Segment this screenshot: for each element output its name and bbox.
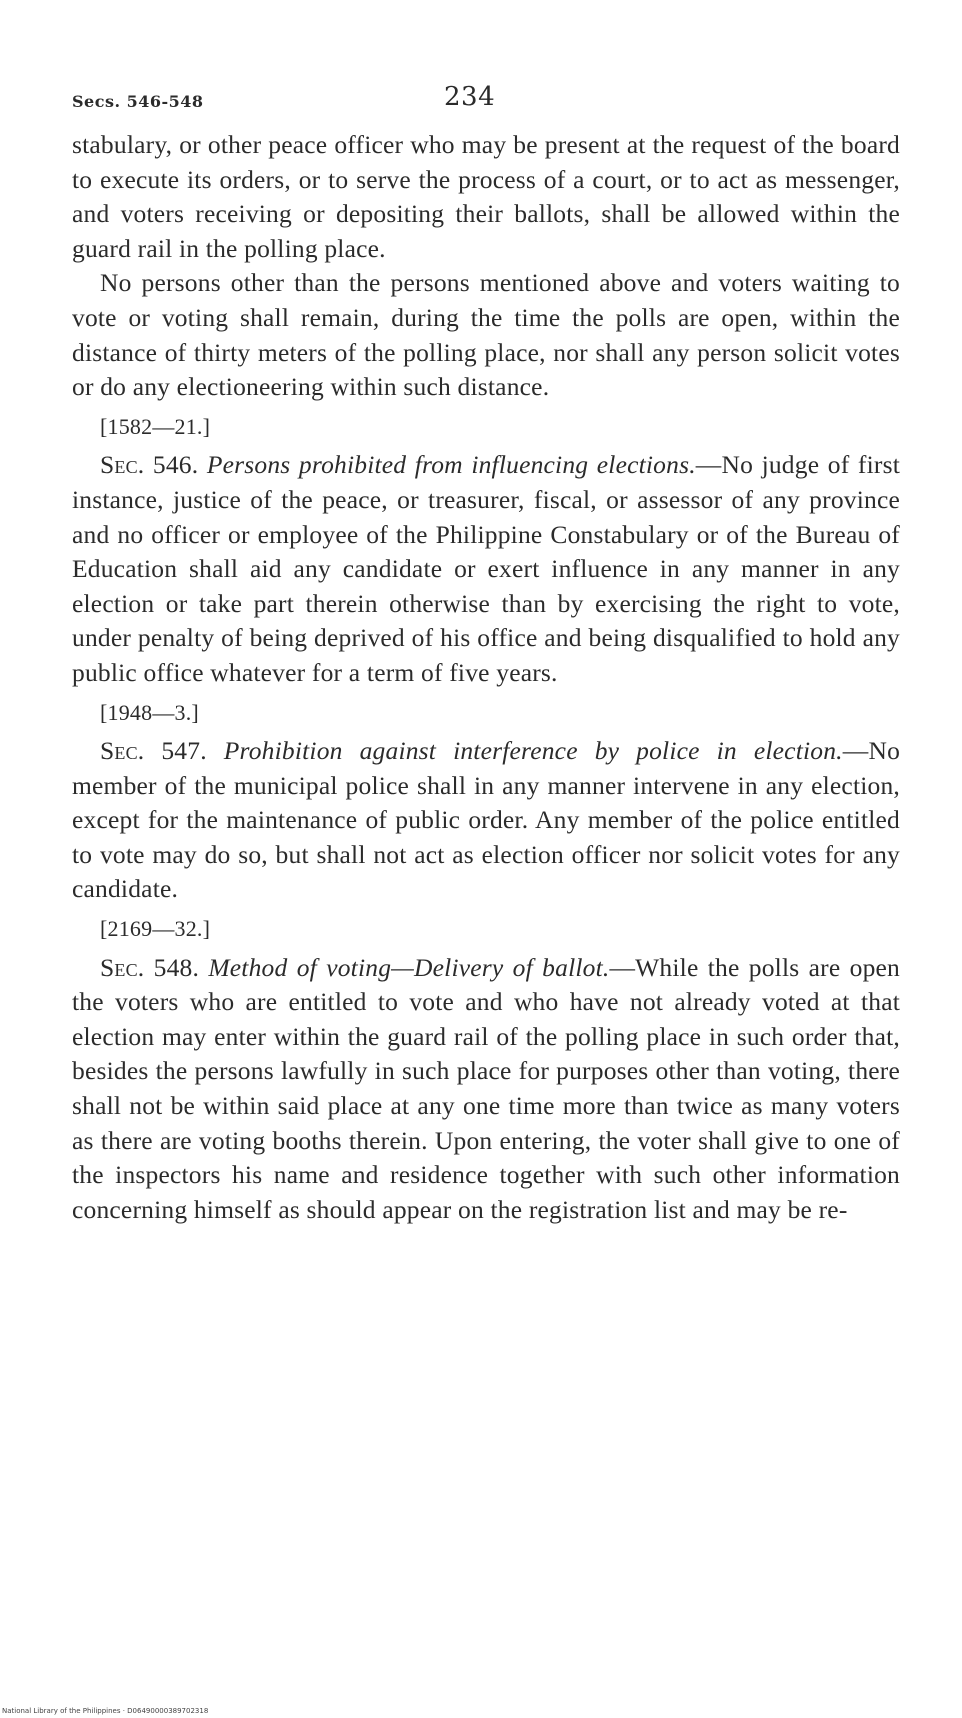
- section-547-label: Sec. 547.: [100, 736, 207, 766]
- section-range-heading: Secs. 546-548: [72, 92, 204, 111]
- section-546-text: —No judge of first instance, justice of the peace, or treasurer, fiscal, or assessor of any province and no officer or employee of the Philippine Constabulary or of the Bureau of Education shall aid any candidate or exert influence in any manner in any election or take part therein otherwise than by exercising the right to vote, under penalty of being deprived of his office and being disqualified to hold any public office whatever for a term of five years.: [72, 450, 900, 687]
- section-548: [72, 951, 900, 1228]
- section-547-title: Prohibition against interference by police in election.: [223, 736, 843, 766]
- page-body: [72, 128, 900, 1227]
- section-546-label: Sec. 546.: [100, 450, 199, 480]
- document-page: [72, 80, 900, 1227]
- section-546-title: Persons prohibited from influencing elections.: [206, 450, 696, 480]
- paragraph-continuation: stabulary, or other peace officer who may be present at the request of the board to execute its orders, or to serve the process of a court, or to act as messenger, and voters receiving or depositing their ballots, shall be allowed within the guard rail in the polling place.: [72, 130, 900, 263]
- citation-1582: [1582—21.]: [100, 413, 211, 439]
- section-547-text: —No member of the municipal police shall in any manner intervene in any election, except for the maintenance of public order. Any member of the police entitled to vote may do so, but shall not act as election officer nor solicit votes for any candidate.: [72, 736, 901, 904]
- citation-2169: [2169—32.]: [100, 916, 211, 942]
- section-548-label: Sec. 548.: [100, 952, 200, 982]
- section-548-text: —While the polls are open the voters who are entitled to vote and who have not already voted at that election may enter within the guard rail of the polling place in such order that, besides the persons lawfully in such place for purposes other than voting, there shall not be within said place at any one time more than twice as many voters as there are voting booths therein. Upon entering, the voter shall give to one of the inspectors his name and residence together with such other information concerning himself as should appear on the registration list and may be re-: [72, 952, 901, 1224]
- scan-footer: National Library of the Philippines · D06490000389702318: [2, 1707, 209, 1715]
- section-548-title: Method of voting—Delivery of ballot.: [208, 952, 610, 982]
- section-546: [72, 448, 900, 690]
- section-547: [72, 734, 900, 907]
- citation-1948: [1948—3.]: [100, 699, 199, 725]
- page-number: 234: [444, 82, 496, 112]
- paragraph-persons-restriction: No persons other than the persons mentioned above and voters waiting to vote or voting shall remain, during the time the polls are open, within the distance of thirty meters of the polling place, nor shall any person solicit votes or do any electioneering within such distance.: [72, 268, 900, 402]
- page-header: [72, 80, 900, 128]
